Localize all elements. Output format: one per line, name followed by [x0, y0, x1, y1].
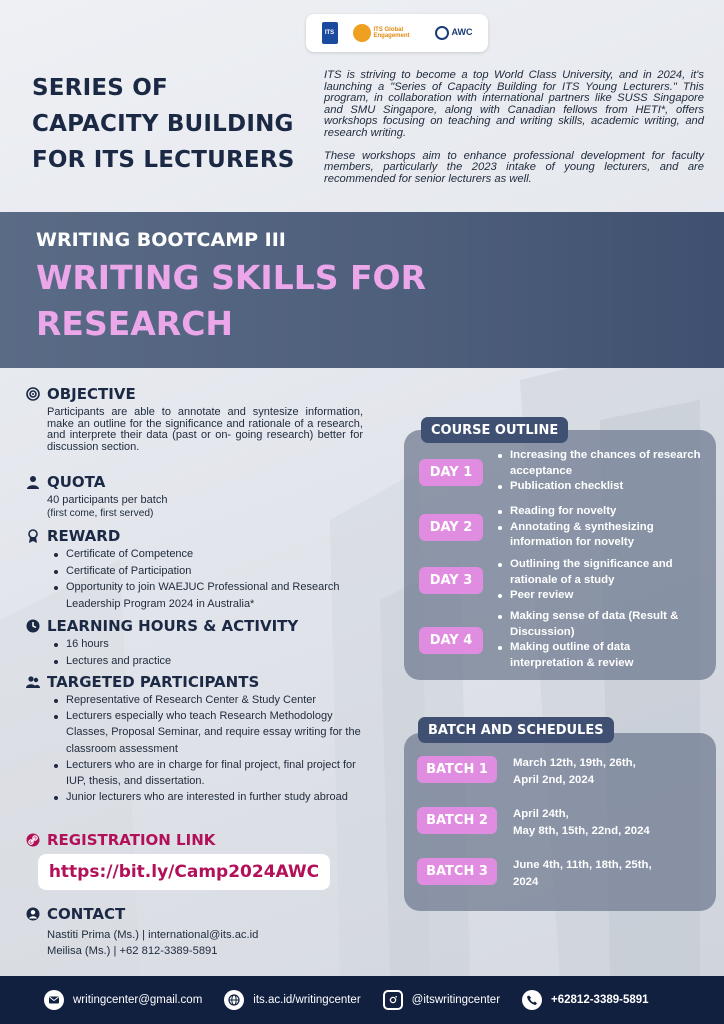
- reward-heading-label: REWARD: [47, 527, 121, 545]
- intro-paragraph-2: These workshops aim to enhance professional development for faculty members, particularly the 2023 intake of young lecturers, and are recommended for senior lecturers as well.: [324, 149, 704, 185]
- footer-instagram[interactable]: [383, 990, 500, 1010]
- globe-icon: [224, 990, 244, 1010]
- batch-3-dates-line-1: June 4th, 11th, 18th, 25th,: [513, 859, 652, 871]
- phone-icon: [522, 990, 542, 1010]
- footer-email[interactable]: [44, 990, 202, 1010]
- awc-logo: [435, 26, 473, 40]
- footer-website[interactable]: [224, 990, 360, 1010]
- footer-instagram-text: @itswritingcenter: [411, 994, 501, 1006]
- registration-heading-label: REGISTRATION LINK: [47, 831, 216, 849]
- quota-heading: [26, 473, 105, 491]
- quota-heading-label: QUOTA: [47, 473, 106, 491]
- list-item: Outlining the significance and rationale of a study: [496, 557, 701, 588]
- global-engagement-logo: [353, 24, 420, 42]
- list-item: Making sense of data (Result & Discussion): [496, 609, 701, 640]
- learning-list: [52, 636, 382, 669]
- contact-heading: [26, 905, 125, 923]
- day-3-pill: DAY 3: [419, 567, 483, 594]
- learning-heading: [26, 617, 298, 635]
- list-item: Making outline of data interpretation & review: [496, 640, 701, 671]
- page-title: SERIES OF CAPACITY BUILDING FOR ITS LECTURERS: [32, 75, 295, 173]
- intro-paragraph-1: ITS is striving to become a top World Class University, and in 2024, it's launching a "Series of Capacity Building for ITS Young Lecturers." This program, in collaboration with international partners like SUSS Singapore and SMU Singapore, along with Canadian fellows from HETI*, offers workshops focusing on teaching and writing skills, academic writing, and research writing.: [324, 69, 704, 139]
- learning-heading-label: LEARNING HOURS & ACTIVITY: [47, 617, 299, 635]
- list-item: Annotating & synthesizing information for novelty: [496, 520, 701, 551]
- footer-phone-text: +62812-3389-5891: [551, 994, 649, 1006]
- objective-text: Participants are able to annotate and syntesize information, make an outline for the significance and rationale of a research, and interprete their data (past or on- going research) better for discussion section.: [47, 406, 363, 454]
- contact-line-2: Meilisa (Ms.) | +62 812-3389-5891: [47, 945, 218, 957]
- list-item: Lectures and practice: [52, 653, 382, 670]
- quota-line-2: (first come, first served): [47, 508, 154, 519]
- users-icon: [26, 675, 40, 689]
- registration-link[interactable]: https://bit.ly/Camp2024AWC: [38, 854, 330, 890]
- batch-2-dates-line-1: April 24th,: [513, 808, 569, 820]
- intro-text: [324, 70, 704, 185]
- global-engagement-mark: [353, 24, 371, 42]
- contact-line-1: Nastiti Prima (Ms.) | international@its.ac.id: [47, 929, 259, 941]
- batch-1-dates: [513, 755, 636, 789]
- day-2-topics: [496, 504, 701, 551]
- user-circle-icon: [26, 907, 40, 921]
- course-outline-heading: COURSE OUTLINE: [421, 417, 568, 443]
- batch-2-dates-line-2: May 8th, 15th, 22nd, 2024: [513, 825, 650, 837]
- day-3-topics: [496, 557, 701, 604]
- clock-icon: [26, 619, 40, 633]
- list-item: Junior lecturers who are interested in further study abroad: [52, 789, 362, 805]
- batch-2-dates: [513, 806, 650, 840]
- registration-heading: [26, 831, 215, 849]
- day-4-topics: [496, 609, 701, 671]
- list-item: Lecturers who are in charge for final project, final project for IUP, thesis, and dissertation.: [52, 757, 362, 789]
- award-icon: [26, 529, 40, 543]
- quota-line-1: 40 participants per batch: [47, 494, 168, 506]
- targeted-heading-label: TARGETED PARTICIPANTS: [47, 673, 260, 691]
- global-engagement-text: ITS Global Engagement: [373, 26, 410, 39]
- reward-heading: [26, 527, 120, 545]
- batch-3-dates-line-2: 2024: [513, 876, 539, 888]
- list-item: Increasing the chances of research acceptance: [496, 448, 701, 479]
- footer-phone[interactable]: [522, 990, 649, 1010]
- list-item: Peer review: [496, 588, 701, 604]
- list-item: Publication checklist: [496, 479, 701, 495]
- reward-list: [52, 546, 382, 612]
- batch-1-pill: BATCH 1: [417, 756, 497, 783]
- day-1-topics: [496, 448, 701, 495]
- list-item: 16 hours: [52, 636, 382, 653]
- targeted-heading: [26, 673, 259, 691]
- list-item: Certificate of Competence: [52, 546, 382, 563]
- objective-heading-label: OBJECTIVE: [47, 385, 136, 403]
- batch-2-pill: BATCH 2: [417, 807, 497, 834]
- instagram-icon: [383, 990, 403, 1010]
- footer: [0, 976, 724, 1024]
- its-logo: [322, 22, 338, 44]
- list-item: Opportunity to join WAEJUC Professional and Research Leadership Program 2024 in Australia*: [52, 579, 382, 612]
- targeted-list: [52, 692, 362, 805]
- list-item: Lecturers especially who teach Research Methodology Classes, Proposal Seminar, and require essay writing for the classroom assessment: [52, 708, 362, 757]
- batch-3-dates: [513, 857, 652, 891]
- mail-icon: [44, 990, 64, 1010]
- footer-website-text: its.ac.id/writingcenter: [253, 994, 361, 1006]
- day-4-pill: DAY 4: [419, 627, 483, 654]
- batch-heading: BATCH AND SCHEDULES: [418, 717, 614, 743]
- footer-email-text: writingcenter@gmail.com: [73, 994, 203, 1006]
- partner-logos: [306, 14, 488, 52]
- batch-3-pill: BATCH 3: [417, 858, 497, 885]
- list-item: Reading for novelty: [496, 504, 701, 520]
- list-item: Certificate of Participation: [52, 563, 382, 580]
- person-icon: [26, 475, 40, 489]
- awc-logo-mark: [435, 26, 449, 40]
- awc-logo-text: AWC: [451, 27, 473, 38]
- list-item: Representative of Research Center & Study Center: [52, 692, 362, 708]
- contact-heading-label: CONTACT: [47, 905, 126, 923]
- banner-subtitle: WRITING BOOTCAMP III: [36, 229, 286, 251]
- its-logo-mark: ITS: [322, 22, 338, 44]
- target-icon: [26, 387, 40, 401]
- day-1-pill: DAY 1: [419, 459, 483, 486]
- day-2-pill: DAY 2: [419, 514, 483, 541]
- batch-1-dates-line-1: March 12th, 19th, 26th,: [513, 757, 636, 769]
- objective-heading: [26, 385, 136, 403]
- link-icon: [26, 833, 40, 847]
- batch-1-dates-line-2: April 2nd, 2024: [513, 774, 595, 786]
- banner-title: WRITING SKILLS FOR RESEARCH: [36, 258, 427, 343]
